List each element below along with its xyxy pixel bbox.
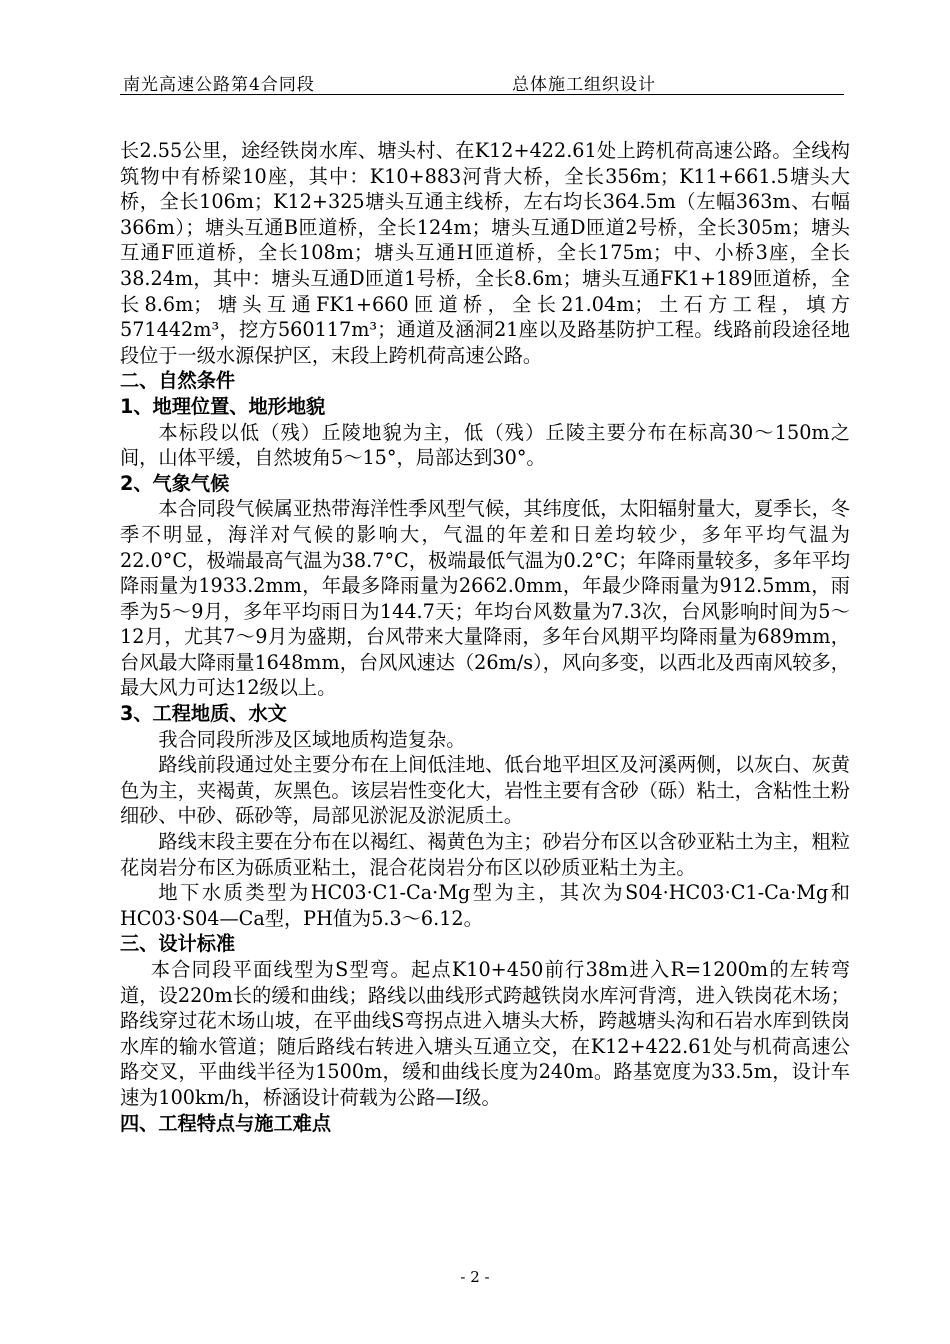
paragraph-geology-end-section: 路线末段主要在分布在以褐红、褐黄色为主；砂岩分布区以含砂亚粘土为主，粗粒花岗岩分布区为砾质亚粘土，混合花岗岩分布区以砂质亚粘土为主。 (120, 830, 850, 879)
page-number: - 2 - (460, 1268, 490, 1286)
paragraph-climate: 本合同段气候属亚热带海洋性季风型气候，其纬度低，太阳辐射量大，夏季长，冬季不明显，海洋对气候的影响大，气温的年差和日差均较少，多年平均气温为22.0°C，极端最高气温为38.7°C，极端最低气温为0.2°C；年降雨量较多，多年平均降雨量为1933.2mm，年最多降雨量为2662.0mm，年最少降雨量为912.5mm，雨季为5～9月，多年平均雨日为144.7天；年均台风数量为7.3次，台风影响时间为5～12月，尤其7～9月为盛期，台风带来大量降雨，多年台风期平均降雨量为689mm，台风最大降雨量1648mm，台风风速达（26m/s），风向多变，以西北及西南风较多，最大风力可达12级以上。 (120, 497, 850, 700)
paragraph-geology-front-section: 路线前段通过处主要分布在上间低洼地、低台地平坦区及河溪两侧，以灰白、灰黄色为主，夹褐黄，灰黑色。该层岩性变化大，岩性主要有含砂（砾）粘土，含粘性土粉细砂、中砂、砾砂等，局部见淤泥及淤泥质土。 (120, 753, 850, 828)
subsection-heading-climate: 2、气象气候 (120, 471, 230, 495)
page-header (120, 68, 844, 95)
section-heading-natural-conditions: 二、自然条件 (120, 369, 236, 393)
document-body (120, 138, 850, 1136)
paragraph-design-standards: 本合同段平面线型为S型弯。起点K10+450前行38m进入R=1200m的左转弯道，设220m长的缓和曲线；路线以曲线形式跨越铁岗水库河背湾，进入铁岗花木场；路线穿过花木场山坡，在平曲线S弯拐点进入塘头大桥，跨越塘头沟和石岩水库到铁岗水库的输水管道；随后路线右转进入塘头互通立交，在K12+422.61处与机荷高速公路交叉，平曲线半径为1500m，缓和曲线长度为240m。路基宽度为33.5m，设计车速为100km/h，桥涵设计荷载为公路—Ⅰ级。 (120, 958, 850, 1109)
subsection-heading-geology-hydrology: 3、工程地质、水文 (120, 702, 287, 726)
header-project-title: 南光高速公路第4合同段 (123, 75, 315, 95)
paragraph-geology-intro: 我合同段所涉及区域地质构造复杂。 (158, 727, 466, 751)
paragraph-groundwater: 地下水质类型为HC03·C1-Ca·Mg型为主，其次为S04·HC03·C1-Ca·Mg和HC03·S04—Ca型，PH值为5.3～6.12。 (120, 881, 850, 930)
header-document-title: 总体施工组织设计 (512, 75, 656, 95)
subsection-heading-geography: 1、地理位置、地形地貌 (120, 394, 326, 418)
paragraph-overview: 长2.55公里，途经铁岗水库、塘头村、在K12+422.61处上跨机荷高速公路。全线构筑物中有桥梁10座，其中：K10+883河背大桥，全长356m；K11+661.5塘头大桥，全长106m；K12+325塘头互通主线桥，左右均长364.5m（左幅363m、右幅366m）；塘头互通B匝道桥，全长124m；塘头互通D匝道2号桥，全长305m；塘头互通F匝道桥，全长108m；塘头互通H匝道桥，全长175m；中、小桥3座，全长38.24m，其中：塘头互通D匝道1号桥，全长8.6m；塘头互通FK1+189匝道桥，全长8.6m；塘头互通FK1+660匝道桥，全长21.04m；土石方工程，填方571442m³，挖方560117m³；通道及涵洞21座以及路基防护工程。线路前段途径地段位于一级水源保护区，末段上跨机荷高速公路。 (120, 139, 850, 367)
section-heading-design-standards: 三、设计标准 (120, 932, 236, 956)
paragraph-geography: 本标段以低（残）丘陵地貌为主，低（残）丘陵主要分布在标高30～150m之间，山体平缓，自然坡角5～15°，局部达到30°。 (120, 420, 850, 470)
section-heading-project-features: 四、工程特点与施工难点 (120, 1111, 332, 1135)
